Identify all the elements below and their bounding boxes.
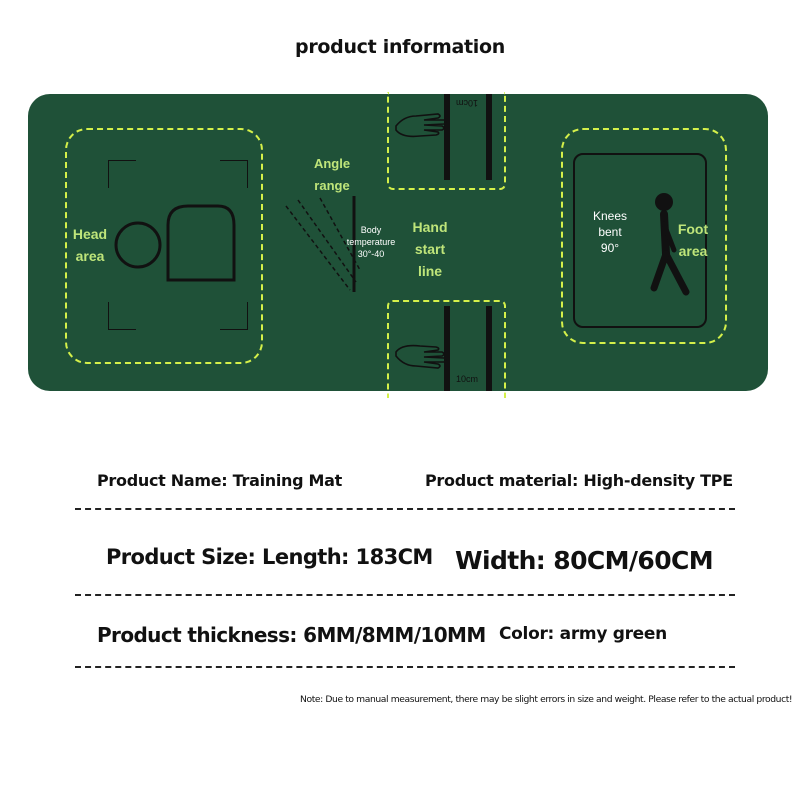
product-size: Product Size: Length: 183CM <box>106 545 433 569</box>
head-area-line-1: Head <box>72 226 108 242</box>
product-thickness: Product thickness: 6MM/8MM/10MM <box>97 623 486 647</box>
angle-range-line-2: range <box>314 178 350 193</box>
head-area-label <box>68 223 112 267</box>
knees-bent-line-3: 90° <box>600 241 620 255</box>
angle-range-line-1: Angle <box>313 156 351 171</box>
body-temperature-line-2: temperature <box>346 237 396 247</box>
head-area-line-2: area <box>75 248 105 264</box>
body-temperature-line-1: Body <box>360 225 382 235</box>
page-title: product information <box>295 36 505 58</box>
bottom-line-bar-2 <box>486 306 492 391</box>
body-temperature-line-3: 30°-40 <box>357 249 385 259</box>
divider-1 <box>75 508 735 510</box>
foot-area-label <box>671 218 715 262</box>
top-measure-mark: 10cm <box>456 98 479 108</box>
foot-area-line-1: Foot <box>677 221 709 237</box>
product-material: Product material: High-density TPE <box>425 471 733 490</box>
divider-3 <box>75 666 735 668</box>
bottom-measure-mark: 10cm <box>456 374 479 384</box>
angle-range-label <box>302 153 362 197</box>
hand-start-line-3: line <box>417 263 443 279</box>
hand-start-line-label <box>406 216 454 282</box>
body-temperature-label <box>342 224 400 260</box>
product-color: Color: army green <box>499 624 667 644</box>
head-silhouette-icon <box>108 160 248 330</box>
knees-bent-line-1: Knees <box>592 209 628 223</box>
measurement-note: Note: Due to manual measurement, there may be slight errors in size and weight. Please refer to the actual product! <box>300 694 793 705</box>
divider-2 <box>75 594 735 596</box>
knees-bent-label <box>588 208 632 256</box>
hand-start-line-2: start <box>414 241 446 257</box>
training-mat <box>28 94 768 391</box>
product-width: Width: 80CM/60CM <box>455 546 714 575</box>
top-line-bar-2 <box>486 94 492 180</box>
hand-icon <box>394 340 450 374</box>
hand-start-line-1: Hand <box>412 219 448 235</box>
hand-icon <box>394 108 450 142</box>
knees-bent-line-2: bent <box>598 225 622 239</box>
product-name: Product Name: Training Mat <box>97 471 343 490</box>
foot-area-line-2: area <box>678 243 708 259</box>
